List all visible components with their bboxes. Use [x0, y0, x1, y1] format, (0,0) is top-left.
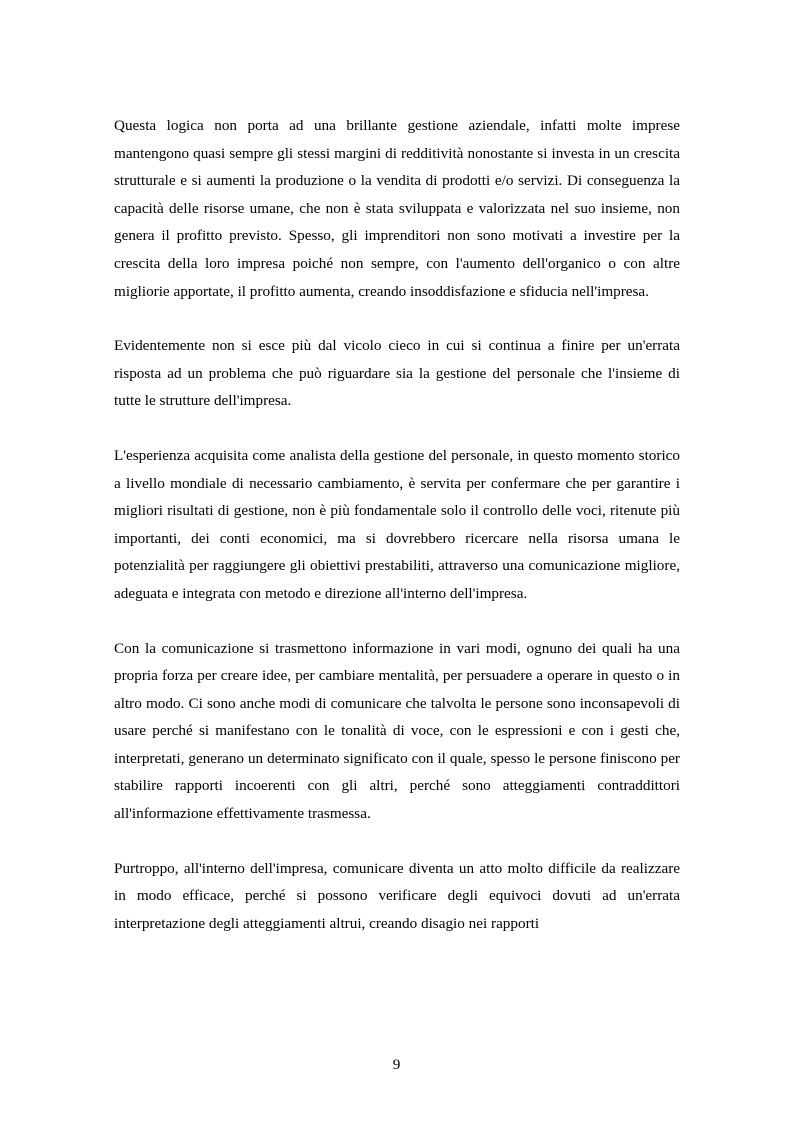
paragraph-2: Evidentemente non si esce più dal vicolo cieco in cui si continua a finire per un'errata risposta ad un problema che può riguardare sia la gestione del personale che l'insieme di tutte le strutture dell'impresa. [114, 337, 680, 410]
paragraph-4: Con la comunicazione si trasmettono informazione in vari modi, ognuno dei quali ha una propria forza per creare idee, per cambiare mentalità, per persuadere a operare in questo o in altro modo. Ci sono anche modi di comunicare che talvolta le persone sono inconsapevoli di usare perché si manifestano con le tonalità di voce, con le espressioni e con i gesti che, interpretati, generano un determinato significato con il quale, spesso le persone finiscono per stabilire rapporti incoerenti con gli altri, perché sono atteggiamenti contraddittori all'informazione effettivamente trasmessa. [114, 639, 680, 823]
paragraph-1: Questa logica non porta ad una brillante gestione aziendale, infatti molte imprese mantengono quasi sempre gli stessi margini di redditività nonostante si investa in un crescita strutturale e si aumenti la produzione o la vendita di prodotti e/o servizi. Di conseguenza la capacità delle risorse umane, che non è stata sviluppata e valorizzata nel suo insieme, non genera il profitto previsto. Spesso, gli imprenditori non sono motivati a investire per la crescita della loro impresa poiché non sempre, con l'aumento dell'organico o con altre migliorie apportate, il profitto aumenta, creando insoddisfazione e sfiducia nell'impresa. [114, 117, 680, 300]
paragraph-3: L'esperienza acquisita come analista della gestione del personale, in questo momento storico a livello mondiale di necessario cambiamento, è servita per confermare che per garantire i migliori risultati di gestione, non è più fondamentale solo il controllo delle voci, ritenute più importanti, dei conti economici, ma si dovrebbero ricercare nella risorsa umana le potenzialità per raggiungere gli obiettivi prestabiliti, attraverso una comunicazione migliore, adeguata e integrata con metodo e direzione all'interno dell'impresa. [114, 446, 680, 602]
page-number: 9 [392, 1056, 401, 1073]
paragraph-5: Purtroppo, all'interno dell'impresa, comunicare diventa un atto molto difficile da realizzare in modo efficace, perché si possono verificare degli equivoci dovuti ad un'errata interpretazione degli atteggiamenti altrui, creando disagio nei rapporti [114, 859, 680, 932]
body-text [114, 112, 680, 964]
